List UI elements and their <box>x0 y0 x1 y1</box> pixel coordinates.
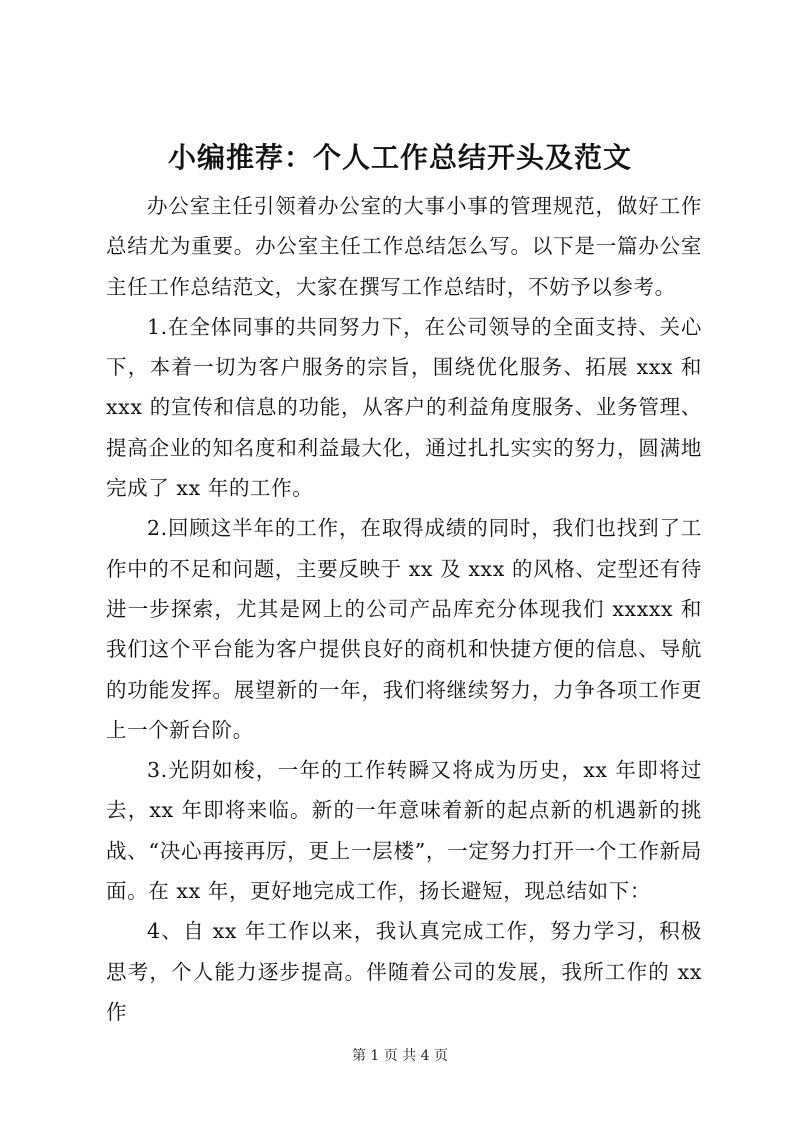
paragraph-3: 3.光阴如梭，一年的工作转瞬又将成为历史，xx 年即将过去，xx 年即将来临。新的一年意味着新的起点新的机遇新的挑战、“决心再接再厉，更上一层楼”，一定努力打开一个工作新局面。在 xx 年，更好地完成工作，扬长避短，现总结如下： <box>106 758 702 904</box>
paragraph-1: 1.在全体同事的共同努力下，在公司领导的全面支持、关心下，本着一切为客户服务的宗旨，围绕优化服务、拓展 xxx 和 xxx 的宣传和信息的功能，从客户的利益角度服务、业务管理、提高企业的知名度和利益最大化，通过扎扎实实的努力，圆满地完成了 xx 年的工作。 <box>106 314 702 501</box>
page-footer: 第 1 页 共 4 页 <box>351 1048 449 1064</box>
paragraph-intro: 办公室主任引领着办公室的大事小事的管理规范，做好工作总结尤为重要。办公室主任工作总结怎么写。以下是一篇办公室主任工作总结范文，大家在撰写工作总结时，不妨予以参考。 <box>106 194 702 299</box>
document-title: 小编推荐：个人工作总结开头及范文 <box>167 141 632 174</box>
paragraph-2: 2.回顾这半年的工作，在取得成绩的同时，我们也找到了工作中的不足和问题，主要反映于 xx 及 xxx 的风格、定型还有待进一步探索，尤其是网上的公司产品库充分体现我们 xxxxx 和我们这个平台能为客户提供良好的商机和快捷方便的信息、导航的功能发挥。展望新的一年，我们将继续努力，力争各项工作更上一个新台阶。 <box>106 516 702 742</box>
document-body <box>106 186 702 1032</box>
paragraph-4: 4、自 xx 年工作以来，我认真完成工作，努力学习，积极思考，个人能力逐步提高。伴随着公司的发展，我所工作的 xx 作 <box>106 919 702 1024</box>
